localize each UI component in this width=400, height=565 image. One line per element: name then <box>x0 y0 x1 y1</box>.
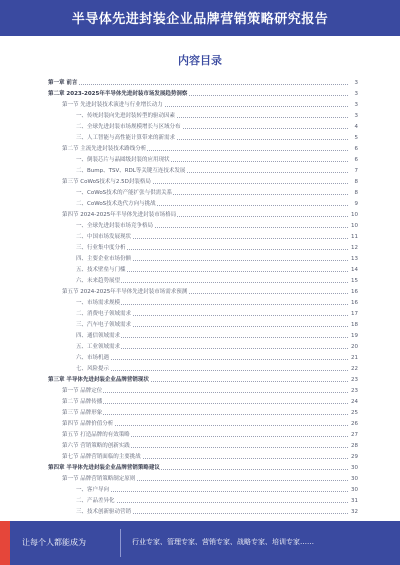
toc-entry[interactable] <box>48 375 358 385</box>
toc-entry[interactable] <box>48 342 358 352</box>
toc-entry-page: 7 <box>354 168 358 174</box>
toc-entry-page: 10 <box>351 212 358 218</box>
toc-entry-page: 21 <box>351 355 358 361</box>
toc-entry[interactable] <box>48 386 358 396</box>
toc-entry[interactable] <box>48 364 358 374</box>
toc-entry-label: 五、工业领域需求 <box>76 344 121 350</box>
toc-entry-page: 14 <box>351 267 358 273</box>
footer-band <box>0 521 400 565</box>
toc-entry[interactable] <box>48 177 358 187</box>
toc-entry-label: 第四章 半导体先进封装企业品牌营销策略建议 <box>48 465 160 471</box>
toc-entry-label: 二、中国市场发展现状 <box>76 234 132 240</box>
toc-entry-page: 30 <box>351 476 358 482</box>
toc-entry[interactable] <box>48 122 358 132</box>
toc-entry-label: 二、产品差异化 <box>76 498 115 504</box>
toc-entry[interactable] <box>48 276 358 286</box>
toc-entry[interactable] <box>48 166 358 176</box>
toc-entry-page: 5 <box>354 135 358 141</box>
toc-entry[interactable] <box>48 221 358 231</box>
toc-entry-label: 第六节 营销策略的创新实践 <box>62 443 130 449</box>
toc-entry-label: 第四节 品牌价值分析 <box>62 421 114 427</box>
toc-entry-label: 第一节 品牌营销策略制定原则 <box>62 476 136 482</box>
toc-entry[interactable] <box>48 232 358 242</box>
toc-entry[interactable] <box>48 155 358 165</box>
toc-entry-label: 六、未来趋势展望 <box>76 278 121 284</box>
toc-entry-page: 8 <box>354 190 358 196</box>
toc-heading: 内容目录 <box>178 54 222 67</box>
toc-entry-page: 15 <box>351 278 358 284</box>
toc-entry-label: 第三章 半导体先进封装企业品牌营销现状 <box>48 377 149 383</box>
toc-leader-dots <box>48 84 348 85</box>
toc-entry-label: 第二节 主流先进封装技术路线分析 <box>62 146 147 152</box>
toc-entry-page: 3 <box>354 102 358 108</box>
toc-entry-page: 22 <box>351 366 358 372</box>
footer-brand-text: 让每个人都能成为 <box>22 538 86 547</box>
toc-entry[interactable] <box>48 144 358 154</box>
toc-entry-page: 23 <box>351 377 358 383</box>
toc-entry-page: 8 <box>354 179 358 185</box>
toc-entry[interactable] <box>48 408 358 418</box>
toc-entry-label: 四、主要企业市场份额 <box>76 256 132 262</box>
toc-entry-page: 10 <box>351 223 358 229</box>
toc-entry-page: 30 <box>351 465 358 471</box>
toc-entry[interactable] <box>48 243 358 253</box>
toc-leader-dots <box>76 491 348 492</box>
toc-entry-page: 23 <box>351 388 358 394</box>
toc-entry-page: 29 <box>351 454 358 460</box>
toc-entry-label: 一、传统封装向先进封装转型的驱动因素 <box>76 113 176 119</box>
toc-entry-page: 31 <box>351 498 358 504</box>
toc-entry-label: 六、市场机遇 <box>76 355 110 361</box>
toc-entry[interactable] <box>48 430 358 440</box>
toc-entry-page: 16 <box>351 300 358 306</box>
toc-leader-dots <box>62 414 348 415</box>
toc-entry-page: 24 <box>351 399 358 405</box>
toc-entry-label: 第七节 品牌营销面临的主要挑战 <box>62 454 141 460</box>
toc-entry[interactable] <box>48 210 358 220</box>
toc-entry-label: 三、行业集中度分析 <box>76 245 126 251</box>
toc-leader-dots <box>62 403 348 404</box>
toc-entry[interactable] <box>48 331 358 341</box>
toc-entry-label: 第一章 前言 <box>48 80 78 86</box>
toc-leader-dots <box>62 392 348 393</box>
toc-entry-label: 三、技术创新驱动营销 <box>76 509 132 515</box>
toc-entry-label: 一、倒装芯片与晶圆级封装的应用现状 <box>76 157 170 163</box>
footer-divider <box>120 529 121 557</box>
toc-entry-label: 第五节 打造品牌的有效策略 <box>62 432 130 438</box>
toc-entry-page: 27 <box>351 432 358 438</box>
report-title: 半导体先进封装企业品牌营销策略研究报告 <box>71 12 329 27</box>
toc-entry[interactable] <box>48 463 358 473</box>
toc-leader-dots <box>76 370 348 371</box>
toc-entry[interactable] <box>48 254 358 264</box>
toc-entry[interactable] <box>48 78 358 88</box>
toc-entry-page: 3 <box>354 80 358 86</box>
toc-leader-dots <box>76 502 348 503</box>
toc-entry[interactable] <box>48 287 358 297</box>
toc-entry-page: 3 <box>354 113 358 119</box>
toc-entry-label: 一、客户导向 <box>76 487 110 493</box>
toc-entry-label: 第一节 品牌定位 <box>62 388 103 394</box>
toc-entry-label: 一、CoWoS技术的产能扩张与供需关系 <box>76 190 173 196</box>
toc-entry-page: 32 <box>351 509 358 515</box>
toc-entry-label: 三、人工智能与高性能计算带来的新需求 <box>76 135 176 141</box>
toc-entry-page: 16 <box>351 289 358 295</box>
report-header-band <box>0 0 400 36</box>
toc-entry[interactable] <box>48 133 358 143</box>
toc-entry[interactable] <box>48 419 358 429</box>
toc-entry-page: 19 <box>351 333 358 339</box>
toc-entry-label: 二、Bump、TSV、RDL等关键互连技术发展 <box>76 168 186 174</box>
toc-entry-page: 6 <box>354 157 358 163</box>
toc-entry[interactable] <box>48 199 358 209</box>
toc-entry-page: 6 <box>354 146 358 152</box>
toc-entry[interactable] <box>48 100 358 110</box>
table-of-contents <box>48 78 358 528</box>
toc-entry-label: 第一节 先进封装技术演进与行业增长动力 <box>62 102 163 108</box>
toc-entry-label: 第三节 CoWoS技术与2.5D封装格局 <box>62 179 151 185</box>
toc-entry-page: 30 <box>351 487 358 493</box>
toc-entry-label: 七、风险提示 <box>76 366 110 372</box>
toc-entry-label: 三、汽车电子领域需求 <box>76 322 132 328</box>
toc-entry-label: 一、全球先进封装市场竞争格局 <box>76 223 154 229</box>
toc-entry-label: 第二章 2023-2025年半导体先进封装市场发展趋势洞察 <box>48 91 188 97</box>
footer-accent-bar <box>0 521 10 565</box>
toc-entry-page: 26 <box>351 421 358 427</box>
toc-entry-label: 第二节 品牌传播 <box>62 399 103 405</box>
toc-entry-page: 12 <box>351 245 358 251</box>
toc-entry[interactable] <box>48 353 358 363</box>
toc-entry-label: 四、通信领域需求 <box>76 333 121 339</box>
toc-entry-page: 3 <box>354 91 358 97</box>
toc-entry-label: 二、全球先进封装市场规模增长与区域分布 <box>76 124 181 130</box>
toc-entry[interactable] <box>48 309 358 319</box>
toc-entry[interactable] <box>48 441 358 451</box>
toc-entry-label: 第四节 2024-2025年半导体先进封装市场格局 <box>62 212 177 218</box>
toc-leader-dots <box>76 359 348 360</box>
toc-entry[interactable] <box>48 452 358 462</box>
toc-entry-page: 9 <box>354 201 358 207</box>
toc-entry-label: 五、技术壁垒与门槛 <box>76 267 126 273</box>
toc-entry[interactable] <box>48 507 358 517</box>
toc-entry-label: 二、CoWoS技术迭代方向与挑战 <box>76 201 156 207</box>
toc-entry[interactable] <box>48 474 358 484</box>
toc-entry[interactable] <box>48 111 358 121</box>
toc-entry[interactable] <box>48 397 358 407</box>
toc-entry[interactable] <box>48 496 358 506</box>
toc-entry-page: 18 <box>351 322 358 328</box>
toc-entry[interactable] <box>48 298 358 308</box>
toc-entry-page: 28 <box>351 443 358 449</box>
toc-entry[interactable] <box>48 89 358 99</box>
toc-entry-page: 13 <box>351 256 358 262</box>
toc-entry-page: 25 <box>351 410 358 416</box>
toc-entry-page: 11 <box>351 234 358 240</box>
toc-entry-page: 17 <box>351 311 358 317</box>
toc-entry[interactable] <box>48 320 358 330</box>
toc-entry[interactable] <box>48 265 358 275</box>
toc-entry-label: 二、消费电子领域需求 <box>76 311 132 317</box>
toc-entry-page: 20 <box>351 344 358 350</box>
toc-entry-label: 一、市场需求规模 <box>76 300 121 306</box>
toc-entry[interactable] <box>48 485 358 495</box>
toc-entry-page: 4 <box>354 124 358 130</box>
toc-entry[interactable] <box>48 188 358 198</box>
toc-entry-label: 第三节 品牌形象 <box>62 410 103 416</box>
toc-entry-label: 第五节 2024-2025年半导体先进封装市场需求预测 <box>62 289 188 295</box>
footer-roles-text: 行业专家、管理专家、营销专家、战略专家、培训专家…… <box>132 538 314 546</box>
